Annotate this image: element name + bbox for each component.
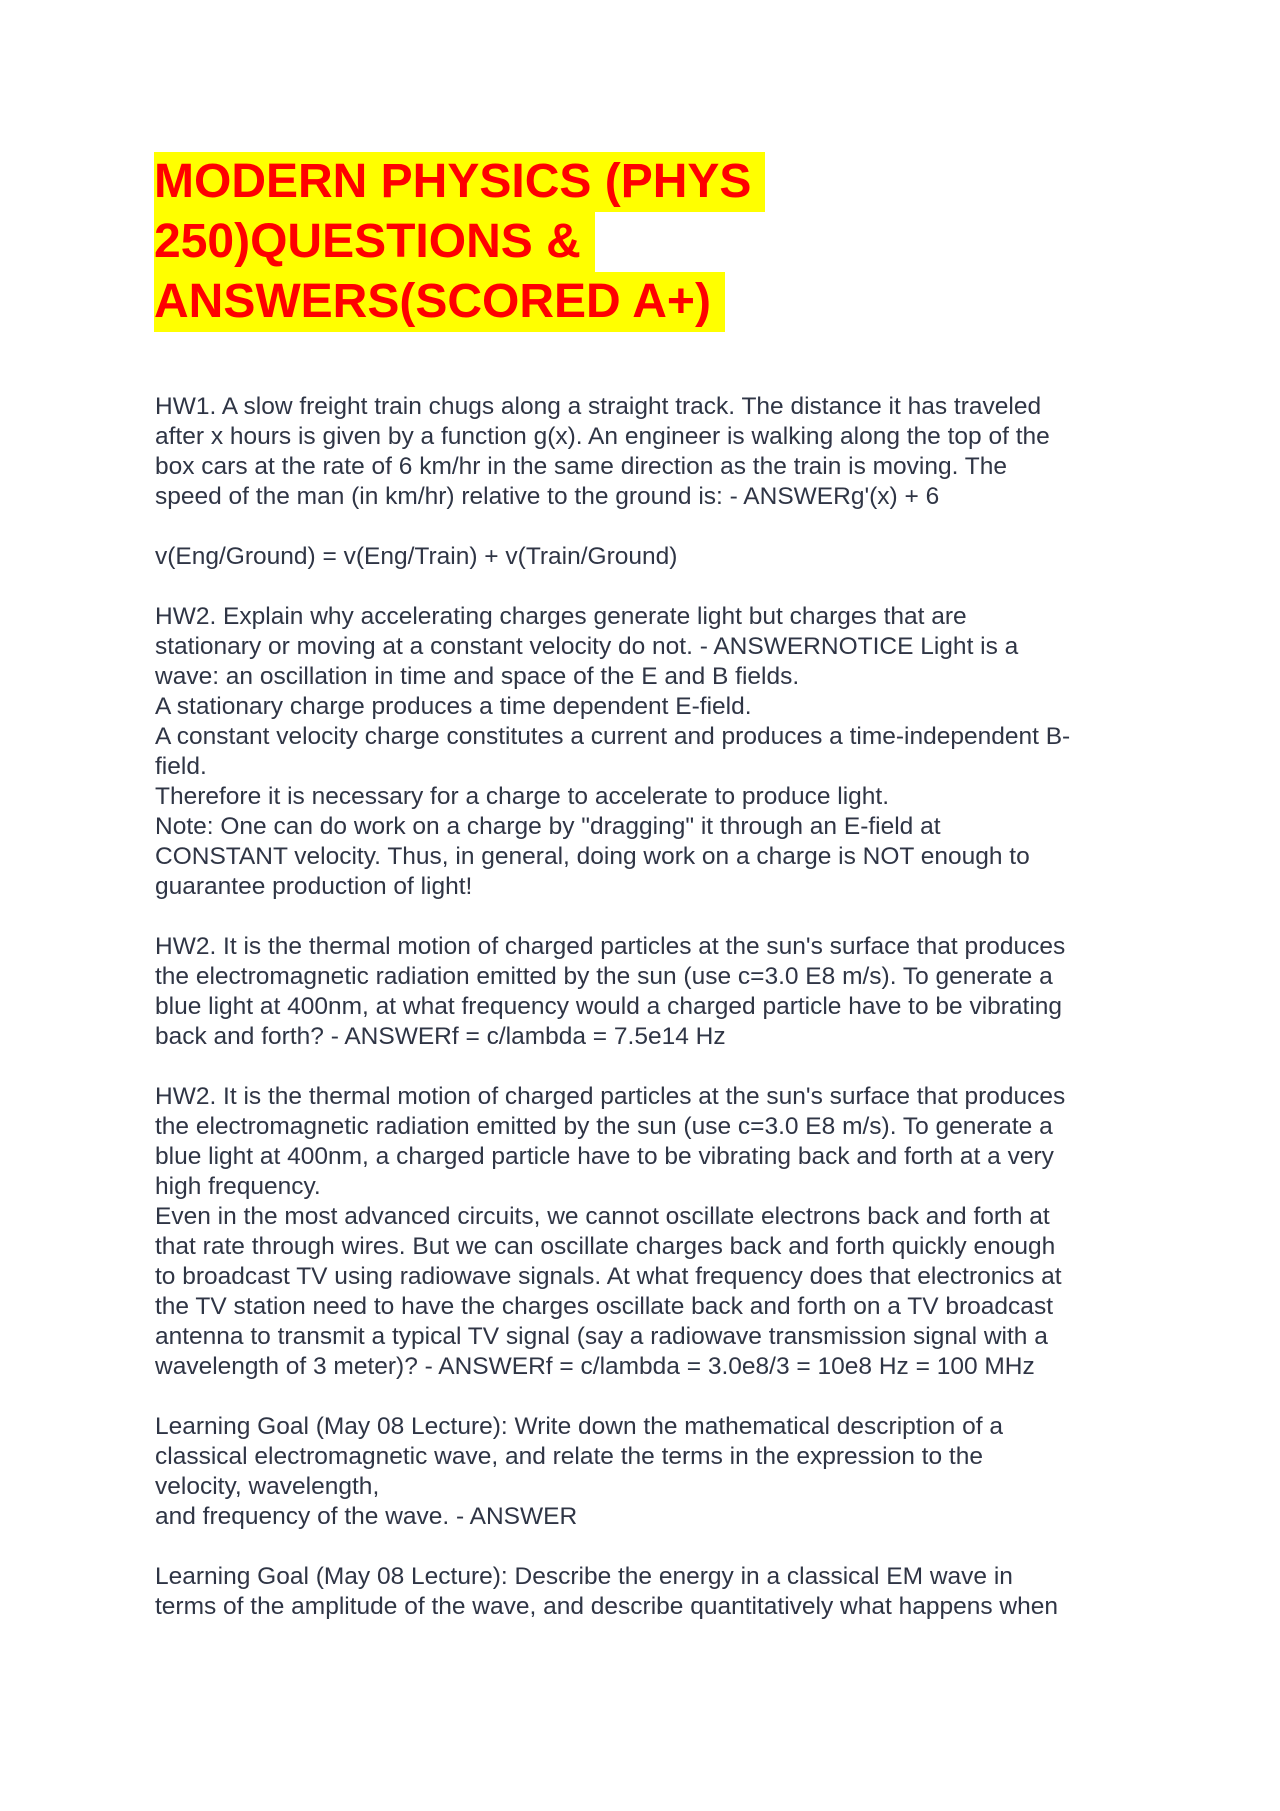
text-line: box cars at the rate of 6 km/hr in the same direction as the train is moving. The xyxy=(155,453,1008,480)
question-hw1 xyxy=(155,392,1125,512)
title-line: 250)QUESTIONS & xyxy=(154,212,595,272)
text-line: after x hours is given by a function g(x). An engineer is walking along the top of the xyxy=(155,423,1050,450)
text-line: CONSTANT velocity. Thus, in general, doing work on a charge is NOT enough to xyxy=(155,843,1030,870)
text-line: blue light at 400nm, at what frequency would a charged particle have to be vibrating xyxy=(155,993,1063,1020)
document-title xyxy=(154,152,874,332)
question-hw2-tv-signal xyxy=(155,1082,1125,1382)
velocity-equation xyxy=(155,542,1125,572)
text-line: back and forth? - ANSWERf = c/lambda = 7.5e14 Hz xyxy=(155,1023,726,1050)
text-line: Note: One can do work on a charge by "dragging" it through an E-field at xyxy=(155,813,941,840)
text-line: guarantee production of light! xyxy=(155,873,473,900)
text-line: wavelength of 3 meter)? - ANSWERf = c/lambda = 3.0e8/3 = 10e8 Hz = 100 MHz xyxy=(155,1353,1035,1380)
text-line: HW1. A slow freight train chugs along a straight track. The distance it has traveled xyxy=(155,393,1042,420)
text-line: speed of the man (in km/hr) relative to the ground is: - ANSWERg'(x) + 6 xyxy=(155,483,940,510)
text-line: field. xyxy=(155,753,207,780)
learning-goal-em-wave-energy xyxy=(155,1562,1125,1622)
text-line: Learning Goal (May 08 Lecture): Describe the energy in a classical EM wave in xyxy=(155,1563,1013,1590)
text-line: terms of the amplitude of the wave, and describe quantitatively what happens when xyxy=(155,1593,1058,1620)
text-line: HW2. It is the thermal motion of charged particles at the sun's surface that produces xyxy=(155,1083,1066,1110)
text-line: the electromagnetic radiation emitted by the sun (use c=3.0 E8 m/s). To generate a xyxy=(155,963,1053,990)
text-line: blue light at 400nm, a charged particle have to be vibrating back and forth at a very xyxy=(155,1143,1054,1170)
text-line: Even in the most advanced circuits, we cannot oscillate electrons back and forth at xyxy=(155,1203,1050,1230)
text-line: v(Eng/Ground) = v(Eng/Train) + v(Train/Ground) xyxy=(155,543,678,570)
text-line: to broadcast TV using radiowave signals. At what frequency does that electronics at xyxy=(155,1263,1062,1290)
learning-goal-em-wave-description xyxy=(155,1412,1125,1532)
text-line: that rate through wires. But we can oscillate charges back and forth quickly enough xyxy=(155,1233,1056,1260)
text-line: high frequency. xyxy=(155,1173,321,1200)
text-line: stationary or moving at a constant velocity do not. - ANSWERNOTICE Light is a xyxy=(155,633,1019,660)
document-body xyxy=(155,392,1125,1652)
text-line: wave: an oscillation in time and space of the E and B fields. xyxy=(155,663,800,690)
question-hw2-accelerating-charges xyxy=(155,602,1125,902)
text-line: and frequency of the wave. - ANSWER xyxy=(155,1503,578,1530)
text-line: the TV station need to have the charges oscillate back and forth on a TV broadcast xyxy=(155,1293,1053,1320)
text-line: HW2. It is the thermal motion of charged particles at the sun's surface that produces xyxy=(155,933,1066,960)
text-line: HW2. Explain why accelerating charges generate light but charges that are xyxy=(155,603,967,630)
text-line: antenna to transmit a typical TV signal (say a radiowave transmission signal with a xyxy=(155,1323,1048,1350)
title-line: ANSWERS(SCORED A+) xyxy=(154,272,725,332)
text-line: velocity, wavelength, xyxy=(155,1473,380,1500)
text-line: A constant velocity charge constitutes a current and produces a time-independent B- xyxy=(155,723,1071,750)
question-hw2-blue-light-frequency xyxy=(155,932,1125,1052)
text-line: Learning Goal (May 08 Lecture): Write down the mathematical description of a xyxy=(155,1413,1003,1440)
text-line: classical electromagnetic wave, and relate the terms in the expression to the xyxy=(155,1443,983,1470)
text-line: the electromagnetic radiation emitted by the sun (use c=3.0 E8 m/s). To generate a xyxy=(155,1113,1053,1140)
title-line: MODERN PHYSICS (PHYS xyxy=(154,152,765,212)
text-line: A stationary charge produces a time dependent E-field. xyxy=(155,693,752,720)
text-line: Therefore it is necessary for a charge to accelerate to produce light. xyxy=(155,783,890,810)
